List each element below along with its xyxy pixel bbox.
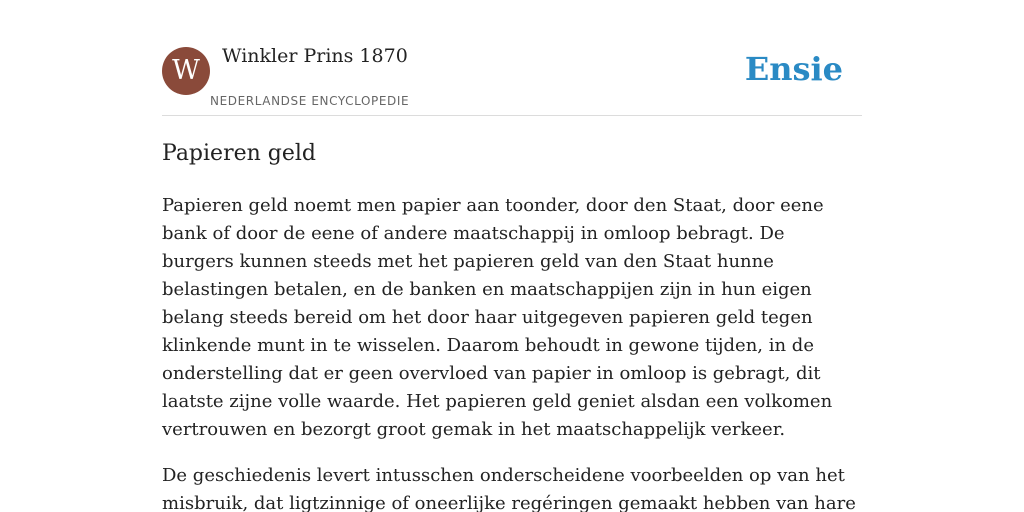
header	[162, 0, 862, 116]
brand-logo-link[interactable]: Ensie	[744, 50, 843, 88]
article-paragraph: Papieren geld noemt men papier aan toonder, door den Staat, door eene bank of door de eene of andere maatschappij in omloop bebragt. De burgers kunnen steeds met het papieren geld van den Staat hunne belastingen betalen, en de banken en maatschappijen zijn in hun eigen belang steeds bereid om het door haar uitgegeven papieren geld tegen klinkende munt in te wisselen. Daarom behoudt in gewone tijden, in de onderstelling dat er geen overvloed van papier in omloop is gebragt, dit laatste zijne volle waarde. Het papieren geld geniet alsdan een volkomen vertrouwen en bezorgt groot gemak in het maatschappelijk verkeer.	[162, 195, 833, 440]
article	[162, 138, 862, 512]
source-avatar[interactable]: W	[162, 47, 210, 95]
source-title[interactable]: Winkler Prins 1870	[222, 45, 408, 67]
header-divider	[162, 115, 862, 116]
source-subtitle: NEDERLANDSE ENCYCLOPEDIE	[210, 94, 410, 108]
article-title: Papieren geld	[162, 141, 316, 166]
article-paragraph: De geschiedenis levert intusschen onderscheidene voorbeelden op van het misbruik, dat ligtzinnige of oneerlijke regéringen gemaakt hebben van hare	[162, 465, 856, 512]
